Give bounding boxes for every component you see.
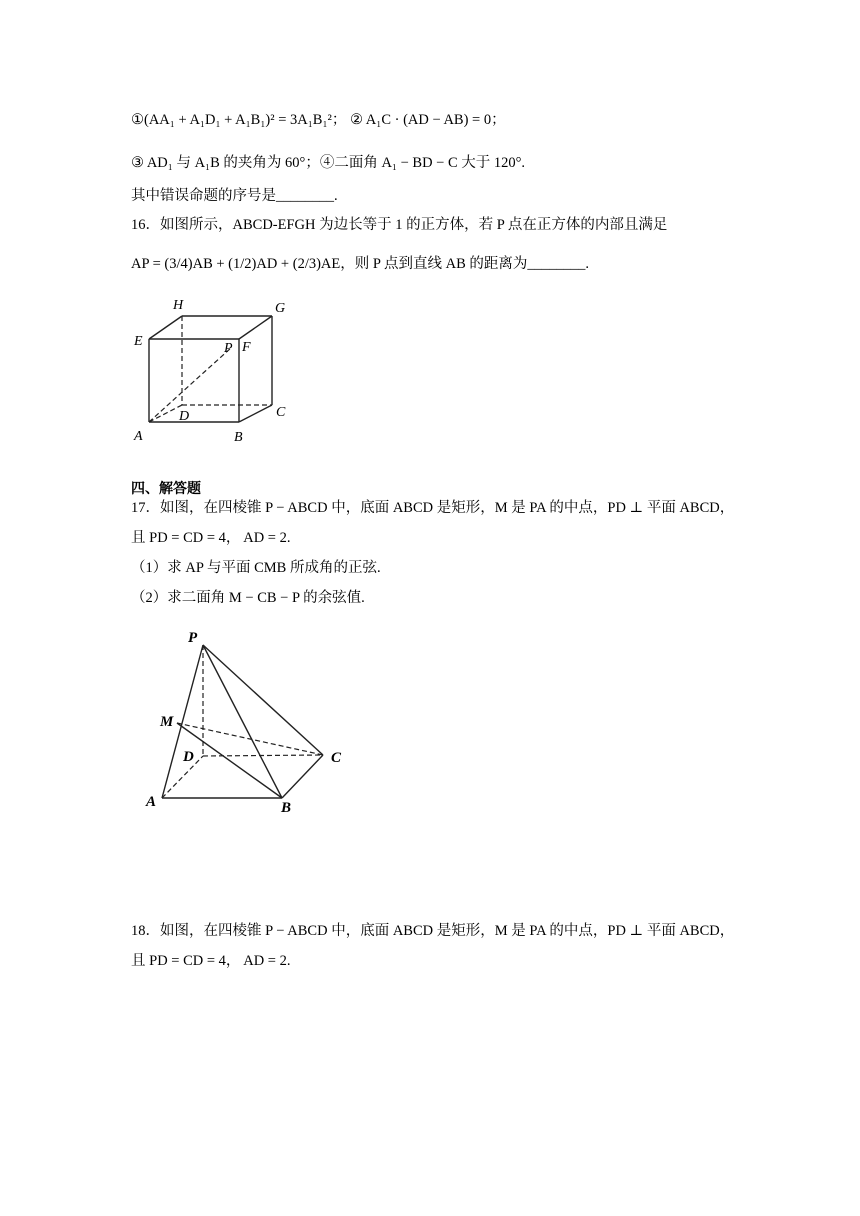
cube-label-c: C [276, 405, 286, 420]
cube-label-f: F [242, 340, 251, 355]
question-18-given: 且 PD = CD = 4， AD = 2. [131, 953, 291, 969]
cube-label-h: H [173, 298, 184, 313]
statement-1-2: ①(AA₁ + A₁D₁ + A₁B₁)² = 3A₁B₁²； ② A₁C · (AD − AB) = 0； [131, 112, 506, 128]
question-16-condition: AP = (3/4)AB + (1/2)AD + (2/3)AE，则 P 点到直线 AB 的距离为________. [131, 256, 590, 272]
question-17-text: 17．如图，在四棱锥 P − ABCD 中，底面 ABCD 是矩形，M 是 PA 的中点，PD ⊥ 平面 ABCD， [131, 500, 735, 516]
cube-label-d: D [179, 409, 190, 424]
cube-label-a: A [134, 429, 143, 444]
question-18-text: 18．如图，在四棱锥 P − ABCD 中，底面 ABCD 是矩形，M 是 PA 的中点，PD ⊥ 平面 ABCD， [131, 923, 735, 939]
pyramid-figure [140, 625, 360, 820]
pyramid-label-b: B [281, 800, 292, 816]
cube-label-g: G [275, 301, 286, 316]
cube-label-b: B [234, 430, 243, 445]
question-16-text: 16．如图所示，ABCD-EFGH 为边长等于 1 的正方体，若 P 点在正方体的内部且满足 [131, 217, 668, 233]
pyramid-label-m: M [160, 714, 174, 730]
question-17-part-2: （2）求二面角 M − CB − P 的余弦值. [131, 590, 365, 606]
pyramid-label-p: P [188, 630, 198, 646]
cube-figure [130, 295, 300, 450]
pyramid-label-a: A [146, 794, 157, 810]
question-15-prompt: 其中错误命题的序号是________. [131, 188, 338, 204]
pyramid-label-c: C [331, 750, 342, 766]
pyramid-label-d: D [183, 749, 194, 765]
question-17-part-1: （1）求 AP 与平面 CMB 所成角的正弦. [131, 560, 381, 576]
question-17-given: 且 PD = CD = 4， AD = 2. [131, 530, 291, 546]
cube-label-p: P [224, 341, 233, 356]
cube-label-e: E [134, 334, 143, 349]
statement-3-4: ③ AD₁ 与 A₁B 的夹角为 60°；④二面角 A₁ − BD − C 大于 120°. [131, 155, 526, 171]
section-heading: 四、解答题 [131, 480, 201, 496]
